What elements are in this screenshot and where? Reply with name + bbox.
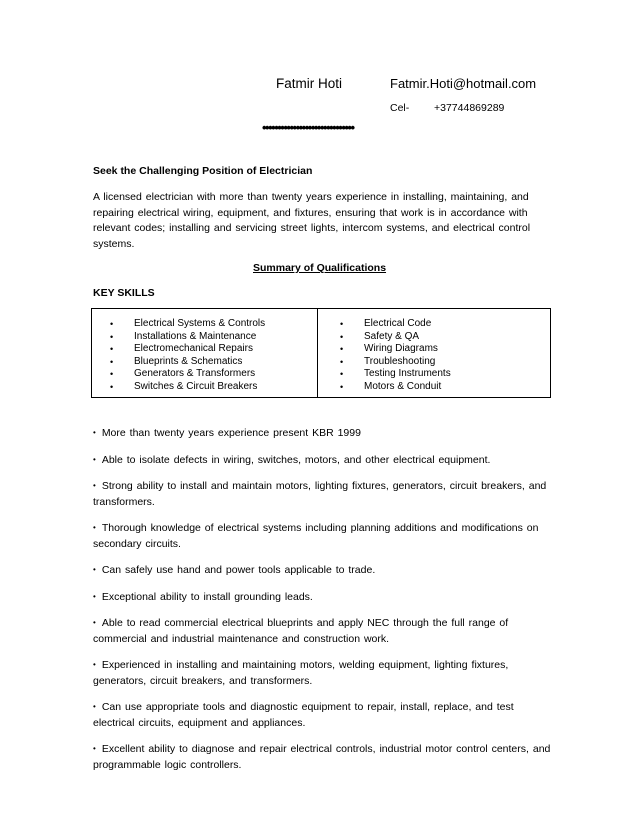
skill-item: • Safety & QA xyxy=(340,330,420,342)
skill-item: • Electromechanical Repairs xyxy=(110,343,253,354)
bullet-icon: • xyxy=(93,523,96,532)
qualification-item: • Can safely use hand and power tools applicable to trade. xyxy=(93,564,376,576)
bullet-icon: • xyxy=(110,369,114,379)
bullet-icon: • xyxy=(110,344,114,354)
skill-item: • Installations & Maintenance xyxy=(110,330,257,342)
candidate-name: Fatmir Hoti xyxy=(276,76,343,91)
qualification-item: • Thorough knowledge of electrical systems including planning additions and modifications on secondary circuits. xyxy=(93,522,539,550)
bullet-icon: • xyxy=(340,381,344,392)
bullet-icon: • xyxy=(93,591,96,601)
bullet-icon: • xyxy=(93,428,96,437)
bullet-icon: • xyxy=(110,331,114,342)
skill-item: • Electrical Systems & Controls xyxy=(110,318,266,329)
bullet-icon: • xyxy=(340,344,344,354)
bullet-icon: • xyxy=(93,454,96,464)
summary-line: A licensed electrician with more than twenty years experience in installing, maintaining, and xyxy=(93,191,529,203)
bullet-icon: • xyxy=(93,744,96,753)
skill-item: • Electrical Code xyxy=(340,318,432,329)
skills-left-column xyxy=(110,318,265,393)
qualifications-list xyxy=(93,425,551,783)
phone-number: +37744869289 xyxy=(434,102,505,114)
qualification-item: • Able to isolate defects in wiring, switches, motors, and other electrical equipment. xyxy=(93,453,491,466)
summary-paragraph xyxy=(93,190,533,252)
phone-label: Cel- xyxy=(390,102,410,114)
skill-item: • Generators & Transformers xyxy=(110,368,256,379)
skill-item: • Motors & Conduit xyxy=(340,380,442,392)
qualification-item: • More than twenty years experience present KBR 1999 xyxy=(93,427,361,439)
qualification-item: • Experienced in installing and maintaining motors, welding equipment, lighting fixtures, generators, circuit breakers, and transformers. xyxy=(93,659,509,687)
bullet-icon: • xyxy=(340,356,344,367)
header-separator: •••••••••••••••••••••••••••••• xyxy=(262,120,354,135)
summary-line: repairing electrical wiring, equipment, and fixtures, ensuring that work is in accordance with xyxy=(93,206,528,219)
bullet-icon: • xyxy=(340,369,344,379)
email-address: Fatmir.Hoti@hotmail.com xyxy=(390,76,537,91)
qualification-item: • Exceptional ability to install grounding leads. xyxy=(93,590,313,603)
summary-line: relevant codes; installing and servicing street lights, intercom systems, and electrical control xyxy=(93,222,531,234)
qualification-item: • Can use appropriate tools and diagnostic equipment to repair, install, replace, and test electrical circuits, equipment and appliances. xyxy=(93,701,514,729)
bullet-icon: • xyxy=(340,319,344,329)
qualification-item: • Able to read commercial electrical blueprints and apply NEC through the full range of commercial and industrial maintenance and construction work. xyxy=(93,617,509,645)
bullet-icon: • xyxy=(93,702,96,711)
bullet-icon: • xyxy=(93,660,96,669)
qualification-item: • Excellent ability to diagnose and repair electrical controls, industrial motor control centers, and programmable logic controllers. xyxy=(93,743,551,771)
objective-statement: Seek the Challenging Position of Electrician xyxy=(93,165,313,177)
qualifications-heading: Summary of Qualifications xyxy=(253,262,387,274)
key-skills-heading: KEY SKILLS xyxy=(93,287,155,299)
qualification-item: • Strong ability to install and maintain motors, lighting fixtures, generators, circuit breakers, and transformers. xyxy=(93,480,547,508)
bullet-icon: • xyxy=(93,565,96,574)
skill-item: • Wiring Diagrams xyxy=(340,343,438,354)
skill-item: • Testing Instruments xyxy=(340,368,451,379)
bullet-icon: • xyxy=(110,356,114,367)
skill-item: • Blueprints & Schematics xyxy=(110,355,243,367)
bullet-icon: • xyxy=(110,319,114,329)
key-skills-divider xyxy=(317,308,318,398)
bullet-icon: • xyxy=(110,381,114,392)
bullet-icon: • xyxy=(93,481,96,490)
skills-right-column xyxy=(340,318,451,393)
bullet-icon: • xyxy=(93,618,96,627)
skill-item: • Troubleshooting xyxy=(340,355,436,367)
summary-line: systems. xyxy=(93,237,135,250)
skill-item: • Switches & Circuit Breakers xyxy=(110,380,258,392)
bullet-icon: • xyxy=(340,331,344,342)
